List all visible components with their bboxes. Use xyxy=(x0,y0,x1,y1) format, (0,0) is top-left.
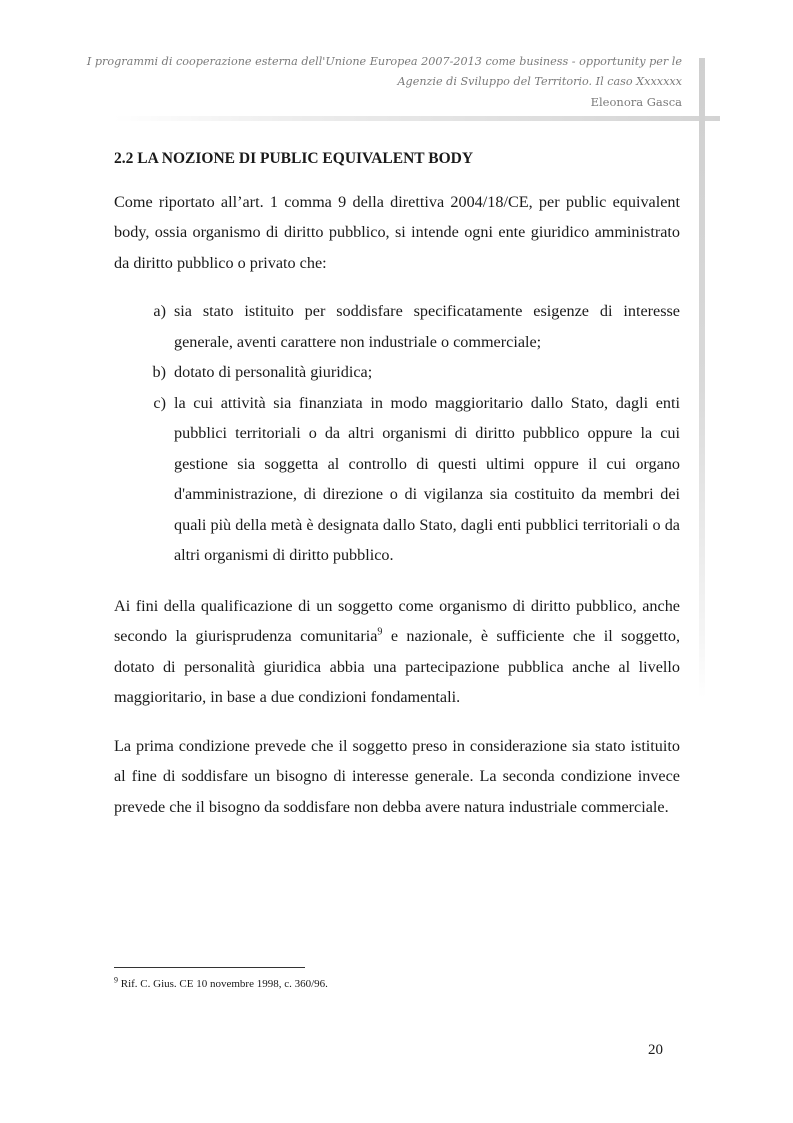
list-item-text: dotato di personalità giuridica; xyxy=(174,363,373,381)
page-number: 20 xyxy=(648,1042,663,1058)
footnote-separator xyxy=(114,967,305,968)
margin-vertical-rule xyxy=(699,58,705,698)
footnote xyxy=(114,976,328,992)
list-marker: c) xyxy=(153,393,166,412)
list-marker: b) xyxy=(152,363,166,381)
list-item xyxy=(114,296,680,357)
footnote-text: Rif. C. Gius. CE 10 novembre 1998, c. 360/96. xyxy=(118,978,328,990)
conditions-paragraph: La prima condizione prevede che il soggetto preso in considerazione sia stato istituito al fine di soddisfare un bisogno di interesse generale. La seconda condizione invece prevede che il bisogno da soddisfare non debba avere natura industriale commerciale. xyxy=(114,736,680,816)
footnote-reference[interactable]: 9 xyxy=(377,626,383,638)
conditions-list xyxy=(114,296,680,571)
qualification-text-start: Ai fini della qualificazione di un soggetto come organismo di diritto pubblico, anche secondo la giurisprudenza comunitaria xyxy=(114,596,680,645)
list-item-text: la cui attività sia finanziata in modo maggioritario dallo Stato, dagli enti pubblici territoriali o da altri organismi di diritto pubblico oppure la cui gestione sia soggetta al controllo di questi ultimi oppure il cui organo d'amministrazione, di direzione o di vigilanza sia costituito da membri dei quali più della metà è designata dallo Stato, dagli enti pubblici territoriali o da altri organismi di diritto pubblico. xyxy=(174,393,680,564)
running-header-author: Eleonora Gasca xyxy=(590,95,682,109)
footnote-number: 9 xyxy=(114,975,118,985)
list-item-text: sia stato istituito per soddisfare specificatamente esigenze di interesse generale, aventi carattere non industriale o commerciale; xyxy=(174,302,680,351)
page-body xyxy=(114,144,680,840)
list-marker: a) xyxy=(153,302,166,320)
qualification-text-end: e nazionale, è sufficiente che il soggetto, dotato di personalità giuridica abbia una partecipazione pubblica anche al livello maggioritario, in base a due condizioni fondamentali. xyxy=(114,627,680,706)
running-header-title: I programmi di cooperazione esterna dell'Unione Europea 2007-2013 come business - opportunity per le Agenzie di Sviluppo del Territorio. Il caso Xxxxxxx xyxy=(86,55,682,88)
list-item xyxy=(114,357,680,388)
list-item xyxy=(114,388,680,571)
intro-paragraph: Come riportato all’art. 1 comma 9 della direttiva 2004/18/CE, per public equivalent body, ossia organismo di diritto pubblico, si intende ogni ente giuridico amministrato da diritto pubblico o privato che: xyxy=(114,192,680,272)
section-heading: 2.2 LA NOZIONE DI PUBLIC EQUIVALENT BODY xyxy=(114,150,474,167)
header-horizontal-rule xyxy=(114,116,720,121)
qualification-paragraph xyxy=(114,591,680,713)
